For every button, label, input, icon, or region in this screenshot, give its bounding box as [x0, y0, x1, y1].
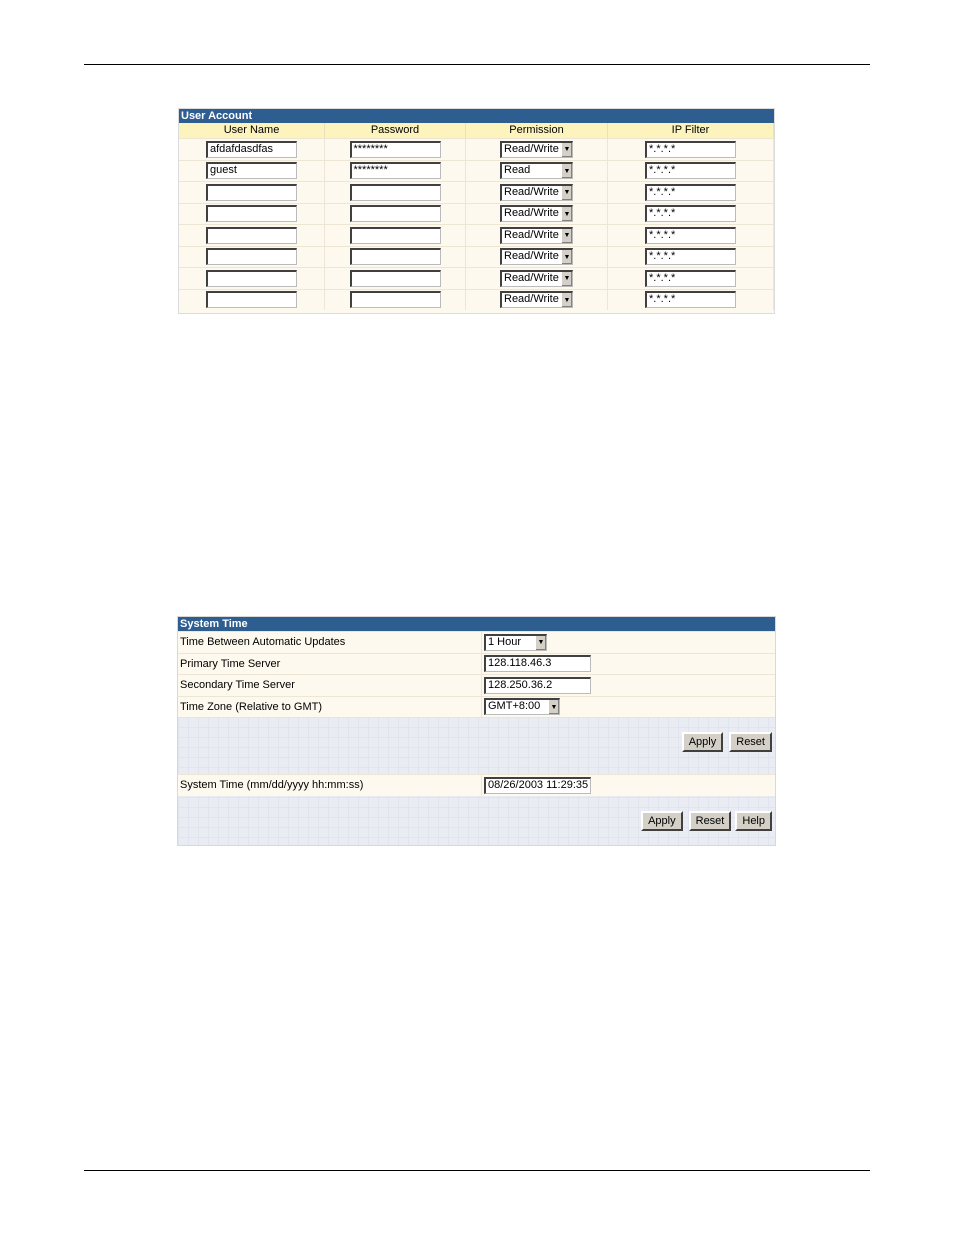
- permission-select[interactable]: [500, 162, 573, 179]
- user-name-input[interactable]: [206, 248, 297, 265]
- system-time-panel: [177, 616, 776, 846]
- column-header-ip-filter: IP Filter: [608, 123, 774, 138]
- secondary-server-row: [178, 674, 775, 696]
- permission-value: Read/Write: [504, 207, 559, 220]
- ip-filter-input[interactable]: *.*.*.*: [645, 270, 736, 287]
- permission-select[interactable]: [500, 227, 573, 244]
- permission-value: Read/Write: [504, 185, 559, 198]
- permission-select[interactable]: [500, 248, 573, 265]
- system-time-label: System Time (mm/dd/yyyy hh:mm:ss): [178, 775, 482, 796]
- permission-select[interactable]: [500, 291, 573, 308]
- chevron-down-icon[interactable]: ▼: [561, 229, 572, 243]
- system-time-row: [178, 774, 775, 796]
- password-input[interactable]: [350, 248, 441, 265]
- primary-server-label: Primary Time Server: [178, 654, 482, 675]
- chevron-down-icon[interactable]: ▼: [535, 636, 546, 650]
- permission-select[interactable]: [500, 184, 573, 201]
- column-header-permission: Permission: [466, 123, 608, 138]
- time-zone-row: [178, 696, 775, 718]
- table-row: [179, 138, 774, 160]
- user-name-input[interactable]: [206, 205, 297, 222]
- ip-filter-input[interactable]: *.*.*.*: [645, 205, 736, 222]
- ip-filter-input[interactable]: *.*.*.*: [645, 141, 736, 158]
- ip-filter-input[interactable]: *.*.*.*: [645, 184, 736, 201]
- user-name-input[interactable]: [206, 184, 297, 201]
- table-row: [179, 246, 774, 268]
- time-zone-select[interactable]: [484, 698, 560, 715]
- chevron-down-icon[interactable]: ▼: [561, 186, 572, 200]
- ip-filter-input[interactable]: *.*.*.*: [645, 291, 736, 308]
- secondary-server-label: Secondary Time Server: [178, 675, 482, 696]
- time-zone-label: Time Zone (Relative to GMT): [178, 697, 482, 718]
- user-account-title: User Account: [179, 109, 774, 123]
- system-time-title: System Time: [178, 617, 775, 631]
- apply-button[interactable]: Apply: [641, 811, 683, 831]
- ip-filter-input[interactable]: *.*.*.*: [645, 227, 736, 244]
- update-interval-value: 1 Hour: [488, 635, 522, 648]
- user-name-input[interactable]: [206, 270, 297, 287]
- chevron-down-icon[interactable]: ▼: [561, 272, 572, 286]
- chevron-down-icon[interactable]: ▼: [548, 700, 559, 714]
- top-button-bar: [178, 732, 775, 752]
- user-account-panel: [178, 108, 775, 314]
- chevron-down-icon[interactable]: ▼: [561, 293, 572, 307]
- reset-button[interactable]: Reset: [729, 732, 772, 752]
- primary-server-row: [178, 653, 775, 675]
- table-row: [179, 289, 774, 311]
- user-account-rows: [179, 138, 774, 310]
- user-account-header-row: [179, 123, 774, 138]
- user-name-input[interactable]: afdafdasdfas: [206, 141, 297, 158]
- update-interval-row: [178, 631, 775, 653]
- table-row: [179, 181, 774, 203]
- table-row: [179, 203, 774, 225]
- permission-select[interactable]: [500, 270, 573, 287]
- password-input[interactable]: ********: [350, 162, 441, 179]
- ip-filter-input[interactable]: *.*.*.*: [645, 248, 736, 265]
- top-rule: [84, 64, 870, 65]
- table-row: [179, 160, 774, 182]
- bottom-button-bar: [178, 811, 775, 831]
- permission-select[interactable]: [500, 205, 573, 222]
- permission-value: Read/Write: [504, 293, 559, 306]
- table-row: [179, 267, 774, 289]
- table-row: [179, 224, 774, 246]
- bottom-rule: [84, 1170, 870, 1171]
- user-name-input[interactable]: [206, 227, 297, 244]
- permission-value: Read/Write: [504, 271, 559, 284]
- password-input[interactable]: [350, 205, 441, 222]
- update-interval-label: Time Between Automatic Updates: [178, 632, 482, 653]
- update-interval-select[interactable]: [484, 634, 547, 651]
- primary-server-input[interactable]: 128.118.46.3: [484, 655, 591, 672]
- permission-value: Read/Write: [504, 250, 559, 263]
- column-header-password: Password: [325, 123, 466, 138]
- permission-value: Read/Write: [504, 142, 559, 155]
- password-input[interactable]: [350, 291, 441, 308]
- apply-button[interactable]: Apply: [682, 732, 724, 752]
- reset-button[interactable]: Reset: [689, 811, 732, 831]
- user-name-input[interactable]: [206, 291, 297, 308]
- time-zone-value: GMT+8:00: [488, 700, 541, 713]
- user-name-input[interactable]: guest: [206, 162, 297, 179]
- password-input[interactable]: [350, 270, 441, 287]
- permission-value: Read: [504, 164, 531, 177]
- ip-filter-input[interactable]: *.*.*.*: [645, 162, 736, 179]
- password-input[interactable]: ********: [350, 141, 441, 158]
- password-input[interactable]: [350, 227, 441, 244]
- column-header-user-name: User Name: [179, 123, 325, 138]
- permission-value: Read/Write: [504, 228, 559, 241]
- chevron-down-icon[interactable]: ▼: [561, 143, 572, 157]
- help-button[interactable]: Help: [735, 811, 772, 831]
- password-input[interactable]: [350, 184, 441, 201]
- permission-select[interactable]: [500, 141, 573, 158]
- secondary-server-input[interactable]: 128.250.36.2: [484, 677, 591, 694]
- chevron-down-icon[interactable]: ▼: [561, 250, 572, 264]
- chevron-down-icon[interactable]: ▼: [561, 164, 572, 178]
- chevron-down-icon[interactable]: ▼: [561, 207, 572, 221]
- system-time-input[interactable]: 08/26/2003 11:29:35: [484, 777, 591, 794]
